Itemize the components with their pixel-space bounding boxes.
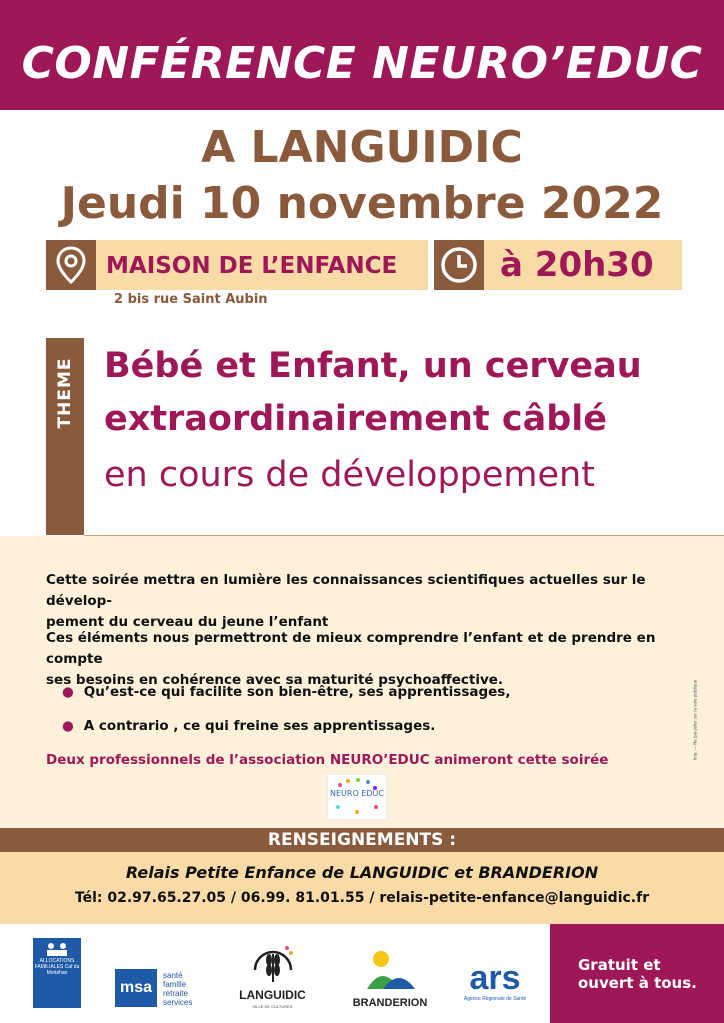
msa-logo-lines [163, 971, 192, 1007]
msa-logo [115, 967, 211, 1009]
event-time: à 20h30 [500, 245, 654, 285]
paragraph-1-line-1: Cette soirée mettra en lumière les connaissances scientifiques actuelles sur le dévelop- [46, 572, 646, 609]
msa-logo-mark: msa [115, 969, 157, 1007]
location-pin-icon [46, 240, 96, 290]
bullet-dot-icon: ● [62, 718, 74, 734]
neuro-educ-logo-text: NEURO EDUC [330, 789, 384, 798]
theme-title-line2: extraordinairement câblé [104, 399, 608, 439]
organizers-note: Deux professionnels de l’association NEURO’EDUC animeront cette soirée [46, 752, 609, 768]
ars-logo [455, 958, 535, 1008]
theme-label [46, 338, 84, 448]
conference-title: CONFÉRENCE NEURO’EDUC [21, 38, 703, 89]
languidic-logo-text: LANGUIDIC [239, 988, 306, 1002]
contact-organization: Relais Petite Enfance de LANGUIDIC et BRANDERION [125, 863, 599, 882]
list-item [62, 682, 510, 702]
venue-address: 2 bis rue Saint Aubin [114, 292, 268, 307]
msa-line: santé [163, 971, 183, 980]
branderion-logo-text: BRANDERION [352, 997, 428, 1009]
free-entry-text [578, 956, 718, 992]
print-credit: Imp. — Ne pas jeter sur la voie publique [692, 679, 698, 761]
clock-icon [434, 240, 484, 290]
theme-label-text: THEME [55, 357, 75, 429]
contact-details: Tél: 02.97.65.27.05 / 06.99. 81.01.55 / relais-petite-enfance@languidic.fr [74, 890, 650, 906]
neuro-educ-logo [327, 774, 387, 820]
info-header: RENSEIGNEMENTS : [267, 830, 457, 850]
branderion-logo [345, 945, 435, 1015]
caf-logo-text: ALLOCATIONS FAMILIALES Caf du Morbihan [34, 958, 80, 976]
paragraph-2-line-1: Ces éléments nous permettront de mieux comprendre l’enfant et de prendre en compte [46, 630, 656, 667]
theme-subtitle: en cours de développement [104, 455, 595, 495]
free-entry-line-2: ouvert à tous. [578, 974, 697, 992]
msa-line: services [163, 998, 193, 1007]
paragraph-1-line-2: pement du cerveau du jeune l’enfant [46, 614, 329, 630]
bullet-text: A contrario , ce qui freine ses apprentissages. [83, 718, 436, 734]
list-item [62, 716, 435, 736]
languidic-logo-subtitle: VILLE DE CULTURES [252, 1004, 293, 1009]
description-paragraph-1 [46, 570, 696, 633]
date-title: Jeudi 10 novembre 2022 [60, 178, 664, 229]
msa-line: famille [163, 980, 187, 989]
venue-name: MAISON DE L’ENFANCE [106, 253, 398, 279]
msa-line: retraite [163, 989, 188, 998]
caf-logo [33, 938, 81, 1008]
theme-title-line1: Bébé et Enfant, un cerveau [104, 346, 642, 386]
paragraph-2-line-2: ses besoins en cohérence avec sa maturité psychoaffective. [46, 672, 504, 688]
city-title: A LANGUIDIC [201, 122, 523, 173]
ars-logo-text: ars [469, 959, 521, 997]
free-entry-line-1: Gratuit et [578, 956, 661, 974]
ars-logo-subtitle: Agence Régionale de Santé [463, 996, 527, 1002]
bullet-text: Qu’est-ce qui facilite son bien-être, ses apprentissages, [83, 684, 511, 700]
bullet-dot-icon: ● [62, 684, 74, 700]
languidic-logo [225, 940, 320, 1015]
